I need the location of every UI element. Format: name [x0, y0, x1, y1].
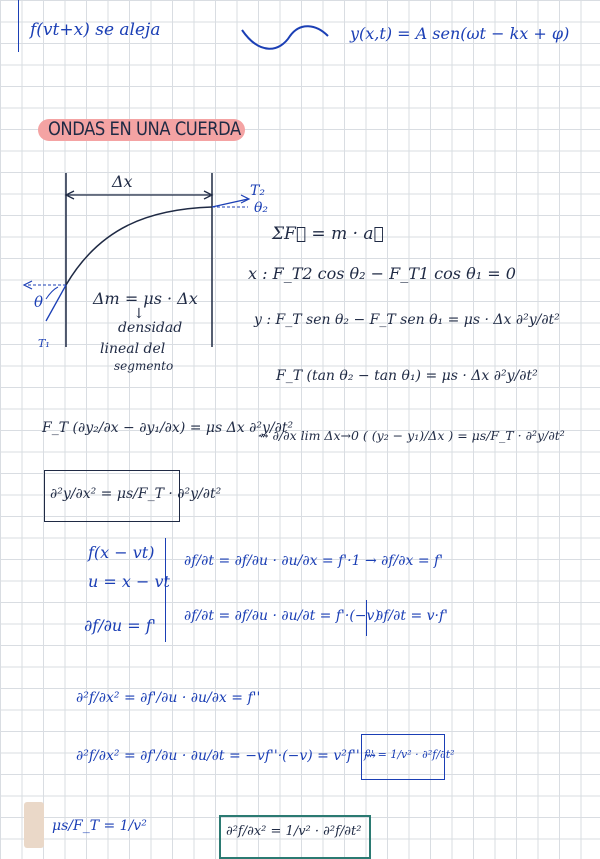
- final-wave-equation: ∂²f/∂x² = 1/v² · ∂²f/∂t²: [226, 824, 362, 839]
- slope-difference-equation: F_T (∂y₂/∂x − ∂y₁/∂x) = μs Δx ∂²y/∂t²: [42, 420, 294, 436]
- top-left-expression: f(vt+x) se aleja: [30, 20, 161, 40]
- function-definition: f(x − vt): [88, 543, 155, 562]
- wave-icon: [240, 22, 330, 50]
- newton-equation: ΣF⃗ = m · a⃗: [272, 224, 384, 244]
- chain-rule-t-result: ∂f/∂t = v·f': [376, 608, 449, 624]
- x-component-equation: x : F_T2 cos θ₂ − F_T1 cos θ₁ = 0: [248, 264, 516, 283]
- theta1-label: θ: [34, 293, 44, 311]
- separator-bar-1: [165, 538, 166, 642]
- boxed-second-derivative: f'' = 1/v² · ∂²f/∂t²: [364, 748, 455, 761]
- substitution-definition: u = x − vt: [88, 572, 170, 591]
- t1-label: T₁: [38, 337, 50, 350]
- limit-equation: ⇝ ∂/∂x lim Δx→0 ( (y₂ − y₁)/Δx ) = μs/F_T · ∂²y/∂t²: [258, 428, 565, 443]
- dx-label: Δx: [112, 172, 133, 191]
- top-right-expression: y(x,t) = A sen(ωt − kx + φ): [350, 24, 570, 43]
- tangent-equation: F_T (tan θ₂ − tan θ₁) = μs · Δx ∂²y/∂t²: [276, 368, 538, 384]
- velocity-ratio: μs/F_T = 1/v²: [52, 818, 147, 834]
- chain-rule-x: ∂f/∂t = ∂f/∂u · ∂u/∂x = f'·1 → ∂f/∂x = f': [184, 553, 444, 569]
- density-note-1: densidad: [118, 320, 183, 336]
- second-derivative-x: ∂²f/∂x² = ∂f'/∂u · ∂u/∂x = f'': [76, 690, 261, 706]
- separator-bar-2: [366, 600, 367, 636]
- density-note-3: segmento: [114, 359, 174, 373]
- theta2-label: θ₂: [254, 200, 269, 216]
- boxed-wave-equation: ∂²y/∂x² = μs/F_T · ∂²y/∂t²: [50, 486, 222, 502]
- y-component-equation: y : F_T sen θ₂ − F_T sen θ₁ = μs · Δx ∂²y/∂t²: [254, 312, 560, 328]
- second-derivative-t: ∂²f/∂x² = ∂f'/∂u · ∂u/∂t = −vf''·(−v) = v²f'' ⇝: [76, 748, 376, 764]
- mass-element-equation: Δm = μs · Δx: [93, 289, 198, 308]
- section-title: ONDAS EN UNA CUERDA: [48, 118, 241, 140]
- t2-label: T₂: [250, 183, 265, 199]
- margin-highlight: [24, 802, 44, 848]
- df-du-equation: ∂f/∂u = f': [84, 616, 157, 635]
- chain-rule-t: ∂f/∂t = ∂f/∂u · ∂u/∂t = f'·(−v): [184, 608, 380, 624]
- mass-arrow-mark: ↓: [133, 306, 145, 322]
- brace-left: [18, 0, 19, 52]
- density-note-2: lineal del: [100, 341, 166, 357]
